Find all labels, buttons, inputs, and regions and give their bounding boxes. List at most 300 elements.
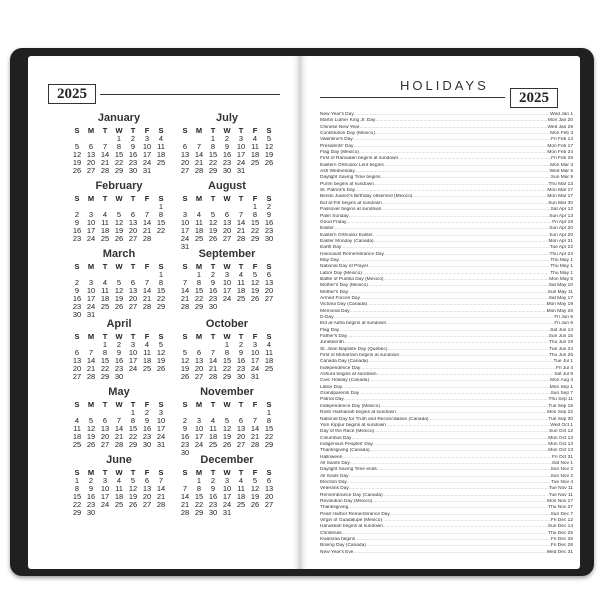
day-number: 12 <box>208 218 218 227</box>
day-number: 30 <box>72 310 82 319</box>
holiday-name: Canada Day (Canada) <box>320 359 368 365</box>
holiday-date: Mon May 26 <box>546 308 573 314</box>
day-number: 28 <box>142 234 152 243</box>
weekday-header: S <box>74 400 80 409</box>
weekday-header: M <box>195 332 203 341</box>
day-number: 15 <box>222 356 232 365</box>
holiday-name: Eastern Orthodox Lent begins <box>320 162 384 168</box>
day-number: 31 <box>86 310 96 319</box>
day-number: 2 <box>130 134 136 143</box>
day-number: 2 <box>210 270 216 279</box>
day-number: 17 <box>156 424 166 433</box>
day-number: 19 <box>180 364 190 373</box>
day-number: 18 <box>194 226 204 235</box>
day-number: 9 <box>144 416 150 425</box>
holiday-name: Ashura begins at sundown <box>320 372 377 378</box>
day-number: 21 <box>180 500 190 509</box>
day-number: 27 <box>222 234 232 243</box>
day-number: 13 <box>128 218 138 227</box>
day-number: 16 <box>264 218 274 227</box>
weekday-header: T <box>210 468 216 477</box>
day-number: 14 <box>142 218 152 227</box>
day-number: 28 <box>86 372 96 381</box>
holiday-name: Independence Day <box>320 365 361 371</box>
day-number: 17 <box>100 492 110 501</box>
day-number: 10 <box>194 424 204 433</box>
holiday-date: Mon Mar 17 <box>547 194 573 200</box>
day-number: 16 <box>72 294 82 303</box>
day-number: 8 <box>266 416 272 425</box>
day-number: 29 <box>72 508 82 517</box>
day-number: 17 <box>86 226 96 235</box>
month-september <box>178 248 276 311</box>
holiday-name: Virgin of Guadalupe (Mexico) <box>320 518 383 523</box>
weekday-header: T <box>210 332 216 341</box>
holiday-name: Thanksgiving <box>320 505 349 511</box>
weekday-header: T <box>238 400 244 409</box>
day-number: 13 <box>128 286 138 295</box>
day-number: 27 <box>72 372 82 381</box>
weekday-header: T <box>210 126 216 135</box>
day-number: 16 <box>128 150 138 159</box>
holiday-date: Mon Sep 1 <box>549 384 573 390</box>
weekday-header: M <box>195 400 203 409</box>
day-number: 28 <box>142 302 152 311</box>
day-number: 19 <box>114 294 124 303</box>
weekday-header: S <box>74 262 80 271</box>
day-number: 25 <box>208 440 218 449</box>
holiday-date: Thu Apr 24 <box>549 251 573 257</box>
weekday-header: M <box>195 194 203 203</box>
holiday-name: Constitution Day (Mexico) <box>320 131 375 137</box>
day-number: 3 <box>224 270 230 279</box>
day-number: 15 <box>114 150 124 159</box>
day-number: 1 <box>224 340 230 349</box>
day-number: 17 <box>194 432 204 441</box>
day-number: 20 <box>264 286 274 295</box>
day-number: 18 <box>114 492 124 501</box>
holiday-name: First of Ramadan begins at sundown <box>320 156 399 162</box>
weekday-header: W <box>115 262 123 271</box>
holiday-name: Yom Kippur begins at sundown <box>320 422 386 428</box>
month-february <box>70 180 168 243</box>
day-number: 3 <box>158 408 164 417</box>
day-number: 2 <box>116 340 122 349</box>
day-number: 20 <box>180 158 190 167</box>
day-number: 4 <box>196 210 202 219</box>
day-number: 22 <box>156 294 166 303</box>
day-number: 16 <box>114 356 124 365</box>
day-number: 15 <box>72 492 82 501</box>
holiday-date: Mon Oct 13 <box>548 435 573 441</box>
day-number: 3 <box>130 340 136 349</box>
day-number: 18 <box>208 432 218 441</box>
day-number: 24 <box>180 234 190 243</box>
day-number: 29 <box>114 166 124 175</box>
day-number: 11 <box>209 424 217 433</box>
day-number: 12 <box>156 348 166 357</box>
day-number: 22 <box>114 158 124 167</box>
holiday-name: Mother's Day (Mexico) <box>320 283 368 289</box>
day-number: 30 <box>114 372 124 381</box>
day-number: 21 <box>180 294 190 303</box>
day-number: 17 <box>236 150 246 159</box>
month-march <box>70 248 168 319</box>
day-number: 20 <box>236 432 246 441</box>
day-number: 12 <box>128 484 138 493</box>
weekday-header: S <box>182 262 188 271</box>
weekday-header: F <box>252 126 258 135</box>
month-grid <box>70 469 168 517</box>
day-number: 6 <box>266 476 272 485</box>
weekday-header: S <box>74 126 80 135</box>
day-number: 21 <box>142 226 152 235</box>
day-number: 29 <box>100 372 110 381</box>
day-number: 13 <box>194 356 204 365</box>
day-number: 26 <box>72 166 82 175</box>
month-august <box>178 180 276 251</box>
day-number: 11 <box>115 484 123 493</box>
day-number: 26 <box>222 440 232 449</box>
day-number: 26 <box>250 500 260 509</box>
day-number: 14 <box>180 492 190 501</box>
day-number: 3 <box>252 340 258 349</box>
holiday-name: Mother's Day <box>320 289 349 295</box>
holiday-name: Passover begins at sundown <box>320 207 382 213</box>
day-number: 11 <box>265 348 273 357</box>
weekday-header: W <box>115 468 123 477</box>
day-number: 23 <box>264 226 274 235</box>
day-number: 31 <box>236 166 246 175</box>
day-number: 11 <box>237 278 245 287</box>
holiday-name: Memorial Day <box>320 308 350 314</box>
day-number: 12 <box>114 218 124 227</box>
holiday-date: Thu Dec 25 <box>548 530 573 536</box>
weekday-header: S <box>182 332 188 341</box>
day-number: 15 <box>156 218 166 227</box>
holiday-name: Victoria Day (Canada) <box>320 302 368 308</box>
holiday-name: Thanksgiving (Canada) <box>320 448 370 454</box>
holiday-name: Kwanzaa begins <box>320 537 356 543</box>
day-number: 26 <box>86 440 96 449</box>
day-number: 23 <box>180 440 190 449</box>
holiday-date: Thu Sep 11 <box>548 397 573 403</box>
day-number: 20 <box>264 492 274 501</box>
weekday-header: S <box>74 332 80 341</box>
day-number: 6 <box>196 348 202 357</box>
day-number: 17 <box>222 286 232 295</box>
day-number: 15 <box>250 218 260 227</box>
day-number: 23 <box>142 432 152 441</box>
holiday-name: Earth Day <box>320 245 342 251</box>
day-number: 22 <box>208 158 218 167</box>
day-number: 27 <box>128 234 138 243</box>
day-number: 1 <box>74 476 80 485</box>
day-number: 23 <box>208 500 218 509</box>
holiday-name: Juneteenth <box>320 340 344 346</box>
holiday-date: Wed Oct 1 <box>550 422 573 428</box>
month-grid <box>178 333 276 381</box>
holiday-date: Fri Jul 4 <box>555 365 573 371</box>
holiday-name: Revolution Day (Mexico) <box>320 498 373 504</box>
holiday-date: Mon May 5 <box>549 276 573 282</box>
day-number: 19 <box>222 432 232 441</box>
holiday-name: Benito Juarez's Birthday observed (Mexico) <box>320 194 413 200</box>
day-number: 29 <box>264 440 274 449</box>
weekday-header: M <box>195 126 203 135</box>
weekday-header: M <box>87 468 95 477</box>
day-number: 28 <box>114 440 124 449</box>
day-number: 22 <box>156 226 166 235</box>
day-number: 8 <box>116 142 122 151</box>
day-number: 9 <box>210 484 216 493</box>
month-name: October <box>205 318 249 330</box>
day-number: 7 <box>116 416 122 425</box>
day-number: 2 <box>74 278 80 287</box>
day-number: 6 <box>130 210 136 219</box>
day-number: 17 <box>250 356 260 365</box>
day-number: 5 <box>182 348 188 357</box>
holiday-name: Purim begins at sundown <box>320 181 374 187</box>
holiday-date: Tue Sep 16 <box>548 403 573 409</box>
day-number: 27 <box>100 440 110 449</box>
day-number: 22 <box>194 500 204 509</box>
holiday-name: Ash Wednesday <box>320 169 355 175</box>
holiday-name: Grandparents Day <box>320 391 360 397</box>
day-number: 22 <box>264 432 274 441</box>
holiday-name: Valentine's Day <box>320 137 353 143</box>
day-number: 14 <box>156 484 166 493</box>
holiday-date: Mon Nov 17 <box>547 498 573 504</box>
day-number: 13 <box>264 278 274 287</box>
day-number: 10 <box>222 278 232 287</box>
holiday-name: Boxing Day (Canada) <box>320 543 366 549</box>
weekday-header: S <box>266 194 272 203</box>
day-number: 15 <box>156 286 166 295</box>
day-number: 14 <box>180 286 190 295</box>
month-name: September <box>198 248 256 260</box>
day-number: 2 <box>238 340 244 349</box>
holiday-date: Sun Apr 20 <box>549 232 573 238</box>
weekday-header: F <box>144 194 150 203</box>
day-number: 12 <box>180 356 190 365</box>
day-number: 24 <box>128 364 138 373</box>
holiday-name: Eid al-Fitr begins at sundown <box>320 200 382 206</box>
weekday-header: T <box>130 468 136 477</box>
day-number: 28 <box>100 166 110 175</box>
holiday-name: Independence Day (Mexico) <box>320 403 380 409</box>
day-number: 13 <box>222 218 232 227</box>
weekday-header: T <box>238 332 244 341</box>
day-number: 15 <box>128 424 138 433</box>
holiday-row <box>320 550 573 556</box>
day-number: 21 <box>194 158 204 167</box>
holiday-date: Sat Nov 1 <box>551 460 573 466</box>
holiday-date: Sat May 17 <box>548 295 573 301</box>
day-number: 23 <box>236 364 246 373</box>
day-number: 9 <box>116 348 122 357</box>
day-number: 19 <box>250 286 260 295</box>
day-number: 4 <box>210 416 216 425</box>
day-number: 31 <box>250 372 260 381</box>
day-number: 14 <box>142 286 152 295</box>
day-number: 2 <box>266 202 272 211</box>
holiday-date: Mon Aug 4 <box>550 378 573 384</box>
day-number: 20 <box>86 158 96 167</box>
day-number: 27 <box>86 166 96 175</box>
holiday-date: Thu May 1 <box>550 257 573 263</box>
holiday-date: Tue Nov 11 <box>548 492 573 498</box>
day-number: 13 <box>86 150 96 159</box>
day-number: 30 <box>264 234 274 243</box>
day-number: 5 <box>88 416 94 425</box>
holiday-date: Sun Nov 2 <box>550 467 573 473</box>
holiday-date: Fri Jun 6 <box>554 315 573 320</box>
holiday-date: Thu Jun 19 <box>548 340 573 346</box>
left-page <box>28 56 300 569</box>
day-number: 7 <box>196 142 202 151</box>
day-number: 18 <box>236 286 246 295</box>
month-name: July <box>215 112 238 124</box>
weekday-header: F <box>144 126 150 135</box>
day-number: 21 <box>208 364 218 373</box>
weekday-header: S <box>182 126 188 135</box>
day-number: 18 <box>100 294 110 303</box>
holiday-name: Labor Day (Mexico) <box>320 270 362 276</box>
holiday-name: Day of the Race (Mexico) <box>320 429 375 435</box>
day-number: 24 <box>142 158 152 167</box>
day-number: 22 <box>72 500 82 509</box>
day-number: 9 <box>266 210 272 219</box>
day-number: 24 <box>236 158 246 167</box>
weekday-header: T <box>130 194 136 203</box>
day-number: 30 <box>180 448 190 457</box>
weekday-header: F <box>252 400 258 409</box>
weekday-header: S <box>182 400 188 409</box>
day-number: 22 <box>100 364 110 373</box>
day-number: 1 <box>252 202 258 211</box>
day-number: 20 <box>222 226 232 235</box>
day-number: 15 <box>194 492 204 501</box>
day-number: 19 <box>156 356 166 365</box>
holiday-name: Palm Sunday <box>320 213 349 219</box>
day-number: 30 <box>236 372 246 381</box>
day-number: 1 <box>116 134 122 143</box>
day-number: 24 <box>100 500 110 509</box>
weekday-header: F <box>144 400 150 409</box>
day-number: 26 <box>180 372 190 381</box>
day-number: 25 <box>100 234 110 243</box>
day-number: 6 <box>130 278 136 287</box>
day-number: 23 <box>114 364 124 373</box>
holiday-name: Patriot Day <box>320 397 344 403</box>
day-number: 5 <box>224 416 230 425</box>
day-number: 30 <box>142 440 152 449</box>
day-number: 28 <box>194 166 204 175</box>
day-number: 14 <box>194 150 204 159</box>
month-grid <box>178 263 276 311</box>
holiday-date: Wed Mar 5 <box>549 169 573 175</box>
weekday-header: W <box>115 126 123 135</box>
weekday-header: W <box>115 332 123 341</box>
day-number: 4 <box>102 210 108 219</box>
day-number: 1 <box>130 408 136 417</box>
day-number: 22 <box>128 432 138 441</box>
day-number: 1 <box>102 340 108 349</box>
day-number: 13 <box>72 356 82 365</box>
holiday-date: Sun Dec 7 <box>550 511 573 517</box>
holiday-name: All Saints Day <box>320 460 350 466</box>
day-number: 11 <box>101 286 109 295</box>
day-number: 26 <box>250 294 260 303</box>
holiday-name: Battle of Puebla Day (Mexico) <box>320 276 384 282</box>
day-number: 8 <box>196 484 202 493</box>
day-number: 31 <box>222 508 232 517</box>
day-number: 29 <box>156 302 166 311</box>
day-number: 18 <box>100 226 110 235</box>
holiday-name: Halloween <box>320 454 343 460</box>
day-number: 24 <box>250 364 260 373</box>
holiday-name: Daylight Saving Time begins <box>320 175 381 181</box>
day-number: 13 <box>142 484 152 493</box>
weekday-header: S <box>158 262 164 271</box>
weekday-header: F <box>144 262 150 271</box>
holiday-name: Labor Day <box>320 384 343 390</box>
month-may <box>70 386 168 449</box>
weekday-header: T <box>238 468 244 477</box>
day-number: 6 <box>88 142 94 151</box>
weekday-header: S <box>74 194 80 203</box>
day-number: 5 <box>210 210 216 219</box>
day-number: 19 <box>264 150 274 159</box>
holiday-name: Christmas <box>320 530 342 536</box>
day-number: 24 <box>86 234 96 243</box>
day-number: 17 <box>142 150 152 159</box>
day-number: 7 <box>252 416 258 425</box>
day-number: 4 <box>158 134 164 143</box>
weekday-header: F <box>252 468 258 477</box>
holiday-date: Mon Mar 3 <box>550 162 573 168</box>
holiday-date: Thu Nov 27 <box>548 505 573 511</box>
holiday-name: Election Day <box>320 479 347 485</box>
month-april <box>70 318 168 381</box>
weekday-header: W <box>223 468 231 477</box>
weekday-header: S <box>158 332 164 341</box>
day-number: 11 <box>101 218 109 227</box>
day-number: 9 <box>238 348 244 357</box>
day-number: 16 <box>142 424 152 433</box>
holiday-date: Thu May 1 <box>550 264 573 270</box>
holiday-date: Thu Mar 13 <box>548 181 573 187</box>
holiday-name: Easter Monday (Canada) <box>320 238 374 244</box>
month-november <box>178 386 276 457</box>
holiday-date: Thu Jun 26 <box>548 353 573 359</box>
day-number: 11 <box>143 348 151 357</box>
day-number: 19 <box>208 226 218 235</box>
day-number: 31 <box>142 166 152 175</box>
day-number: 9 <box>182 424 188 433</box>
day-number: 6 <box>102 416 108 425</box>
day-number: 12 <box>222 424 232 433</box>
month-name: January <box>97 112 141 124</box>
day-number: 27 <box>264 294 274 303</box>
holiday-date: Fri Jun 6 <box>554 321 573 327</box>
day-number: 12 <box>264 142 274 151</box>
holiday-date: Mon Jan 20 <box>547 118 573 124</box>
month-grid <box>70 127 168 175</box>
weekday-header: W <box>223 332 231 341</box>
day-number: 2 <box>88 476 94 485</box>
